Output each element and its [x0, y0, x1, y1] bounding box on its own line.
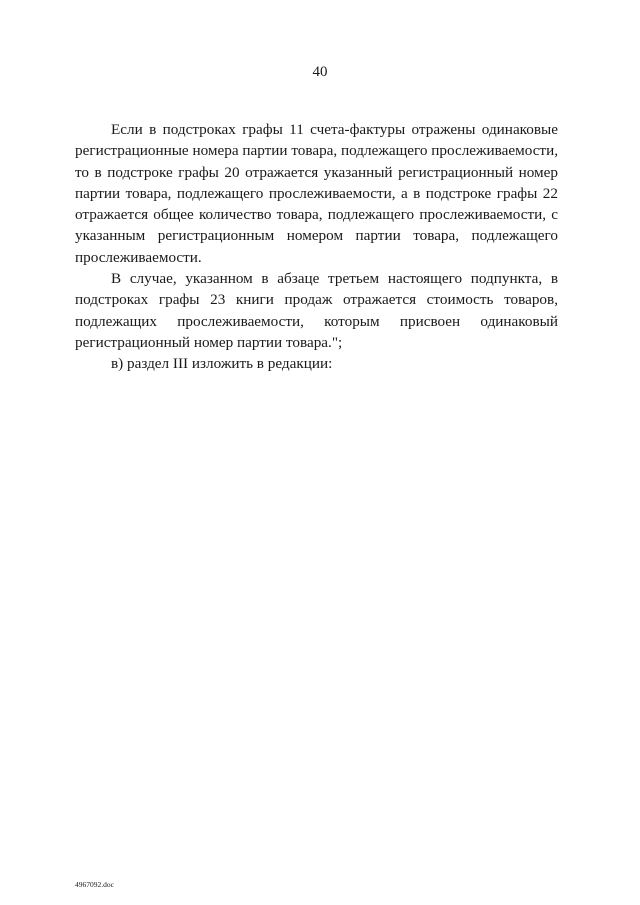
- document-body: [75, 119, 558, 375]
- page-number: 40: [312, 64, 328, 80]
- paragraph-identical-registration-numbers: Если в подстроках графы 11 счета-фактуры отражены одинаковые регистрационные номера партии товара, подлежащего прослеживаемости, то в подстроке графы 20 отражается указанный регистрационный номер партии товара, подлежащего прослеживаемости, а в подстроке графы 22 отражается общее количество товара, подлежащего прослеживаемости, с указанным регистрационным номером партии товара, подлежащего прослеживаемости.: [75, 121, 558, 266]
- document-code-footer: 4967092.doc: [75, 880, 114, 889]
- paragraph-sales-book-column-23: В случае, указанном в абзаце третьем настоящего подпункта, в подстроках графы 23 книги продаж отражается стоимость товаров, подлежащих прослеживаемости, которым присвоен одинаковый регистрационный номер партии товара.";: [75, 270, 558, 351]
- paragraph-section-iii-amendment: в) раздел III изложить в редакции:: [111, 355, 333, 373]
